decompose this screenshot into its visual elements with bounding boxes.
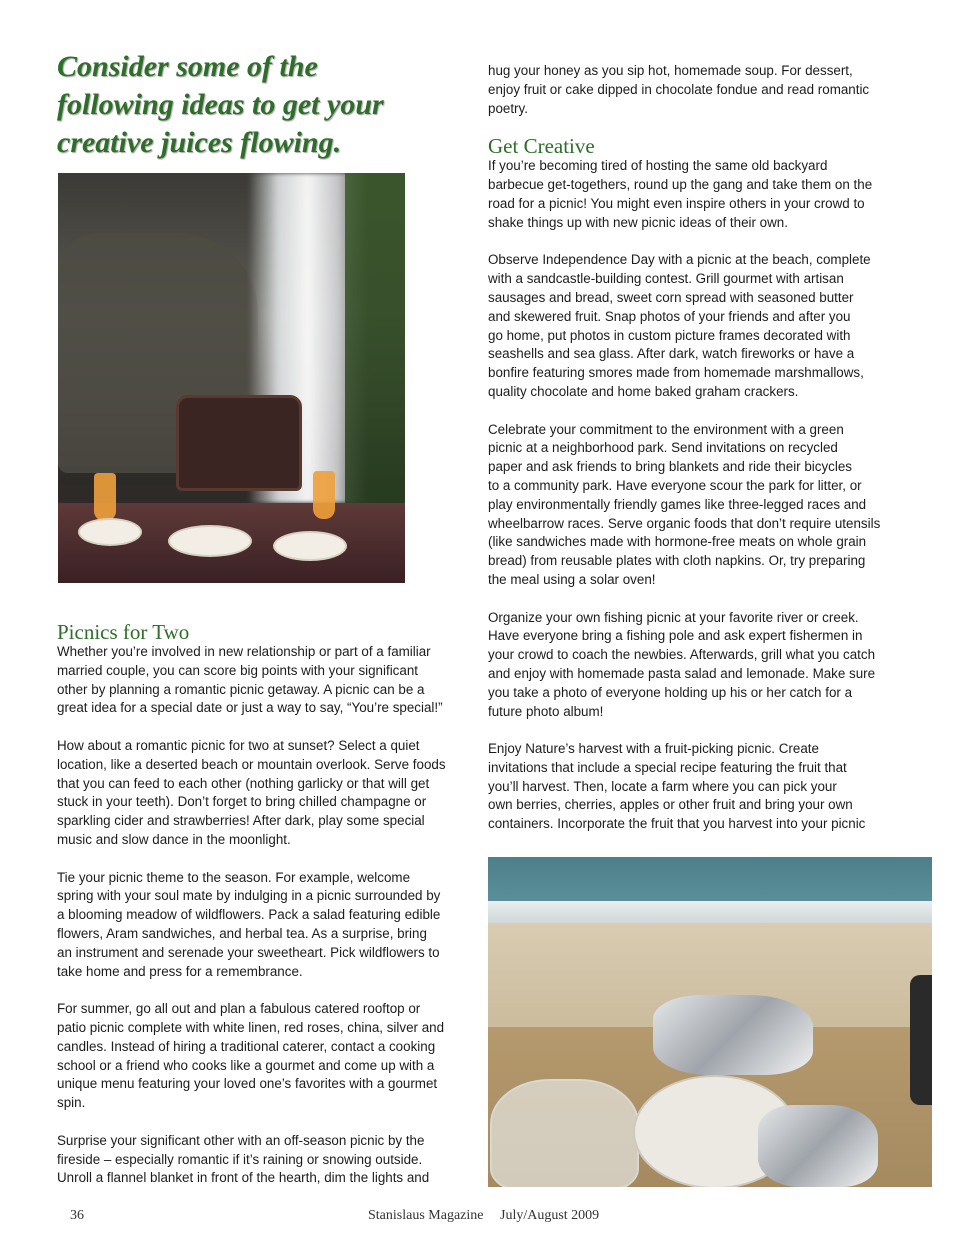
left-paragraphs xyxy=(57,643,457,1188)
text-line: own berries, cherries, apples or other fruit and bring your own xyxy=(488,797,853,813)
picnic-basket-shape xyxy=(176,395,302,491)
text-line: paper and ask friends to bring blankets and ride their bicycles xyxy=(488,459,852,475)
paragraph-gap xyxy=(57,1113,457,1132)
text-line: the meal using a solar oven! xyxy=(488,571,656,587)
text-line: other by planning a romantic picnic getaway. A picnic can be a xyxy=(57,681,425,697)
text-line: school or a friend who cooks like a gourmet and come up with a xyxy=(57,1057,435,1073)
text-line: seashells and sea glass. After dark, watch fireworks or have a xyxy=(488,346,855,362)
text-line: bread) from reusable plates with cloth napkins. Or, try preparing xyxy=(488,553,866,569)
intro-line-1: Consider some of the xyxy=(57,50,318,83)
issue-date: July/August 2009 xyxy=(500,1208,600,1223)
foil-wrap-shape xyxy=(653,995,813,1075)
juice-glass-shape xyxy=(313,471,335,519)
plate-shape xyxy=(78,518,142,546)
text-line: barbecue get-togethers, round up the gang and take them on the xyxy=(488,177,873,193)
text-line: shake things up with new picnic ideas of their own. xyxy=(488,214,788,230)
wave-shape xyxy=(488,901,932,923)
intro-line-2: following ideas to get your xyxy=(57,88,384,121)
text-line: If you’re becoming tired of hosting the same old backyard xyxy=(488,158,828,174)
text-line: Have everyone bring a fishing pole and ask expert fishermen in xyxy=(488,628,863,644)
text-line: with a sandcastle-building contest. Grill gourmet with artisan xyxy=(488,271,844,287)
text-line: future photo album! xyxy=(488,703,604,719)
paragraph-gap xyxy=(488,402,908,421)
text-line: unique menu featuring your loved one’s favorites with a gourmet xyxy=(57,1076,438,1092)
text-line: invitations that include a special recipe featuring the fruit that xyxy=(488,759,847,775)
text-line: music and slow dance in the moonlight. xyxy=(57,831,291,847)
continued-paragraph xyxy=(488,62,908,118)
text-line: and enjoy with homemade pasta salad and lemonade. Make sure xyxy=(488,665,876,681)
intro-line-3: creative juices flowing. xyxy=(57,126,342,159)
text-line: spin. xyxy=(57,1095,86,1111)
text-line: containers. Incorporate the fruit that you harvest into your picnic xyxy=(488,816,866,832)
paragraph-gap xyxy=(57,718,457,737)
plate-shape xyxy=(168,525,252,557)
waterfall-picnic-photo xyxy=(58,173,405,583)
text-line: Observe Independence Day with a picnic at the beach, complete xyxy=(488,252,871,268)
text-line: take home and press for a remembrance. xyxy=(57,963,303,979)
text-line: patio picnic complete with white linen, red roses, china, silver and xyxy=(57,1019,445,1035)
text-line: Enjoy Nature’s harvest with a fruit-picking picnic. Create xyxy=(488,741,819,757)
foil-wrap-shape xyxy=(758,1105,878,1187)
paragraph-gap xyxy=(488,233,908,252)
paragraph-gap xyxy=(57,981,457,1000)
text-line: poetry. xyxy=(488,100,528,116)
text-line: Whether you’re involved in new relationship or part of a familiar xyxy=(57,644,431,659)
text-line: wheelbarrow races. Serve organic foods that don’t require utensils xyxy=(488,515,881,531)
paragraph-gap xyxy=(488,590,908,609)
text-line: bonfire featuring smores made from homemade marshmallows, xyxy=(488,365,864,381)
text-line: that you can feed to each other (nothing garlicky or that will get xyxy=(57,775,430,791)
body-paragraph xyxy=(488,609,908,722)
text-line: How about a romantic picnic for two at sunset? Select a quiet xyxy=(57,737,420,753)
magazine-name: Stanislaus Magazine xyxy=(368,1208,484,1223)
text-line: hug your honey as you sip hot, homemade soup. For dessert, xyxy=(488,63,853,78)
text-line: you’ll harvest. Then, locate a farm where you can pick your xyxy=(488,778,837,794)
body-paragraph xyxy=(57,1000,457,1113)
section-heading-picnics-for-two: Picnics for Two xyxy=(57,620,190,644)
beach-picnic-photo xyxy=(488,857,932,1187)
paragraph-gap xyxy=(57,850,457,869)
paragraph-gap xyxy=(488,721,908,740)
text-line: For summer, go all out and plan a fabulous catered rooftop or xyxy=(57,1001,421,1017)
text-line: location, like a deserted beach or mountain overlook. Serve foods xyxy=(57,756,446,772)
body-paragraph xyxy=(488,251,908,401)
text-line: flowers, Aram sandwiches, and herbal tea. As a surprise, bring xyxy=(57,925,427,941)
body-paragraph xyxy=(57,737,457,850)
section-heading-get-creative: Get Creative xyxy=(488,134,595,159)
text-line: Tie your picnic theme to the season. For example, welcome xyxy=(57,869,411,885)
text-line: Celebrate your commitment to the environment with a green xyxy=(488,421,844,437)
text-line: to a community park. Have everyone scour the park for litter, or xyxy=(488,477,862,493)
text-line: sausages and bread, sweet corn spread with seasoned butter xyxy=(488,289,854,305)
bowl-shape xyxy=(490,1079,639,1187)
page-number: 36 xyxy=(70,1208,84,1223)
text-line: married couple, you can score big points with your significant xyxy=(57,662,418,678)
text-line: candles. Instead of hiring a traditional caterer, contact a cooking xyxy=(57,1038,436,1054)
right-paragraphs xyxy=(488,157,908,834)
text-line: enjoy fruit or cake dipped in chocolate fondue and read romantic xyxy=(488,81,870,97)
text-line: Organize your own fishing picnic at your favorite river or creek. xyxy=(488,609,859,625)
text-line: (like sandwiches made with hormone-free meats on whole grain xyxy=(488,534,867,550)
text-line: Unroll a flannel blanket in front of the hearth, dim the lights and xyxy=(57,1170,430,1186)
text-line: play environmentally friendly games like three-legged races and xyxy=(488,496,867,512)
plate-shape xyxy=(273,531,347,561)
right-column xyxy=(488,62,908,834)
text-line: picnic at a neighborhood park. Send invitations on recycled xyxy=(488,440,838,456)
text-line: and skewered fruit. Snap photos of your friends and after you xyxy=(488,308,851,324)
text-line: a blooming meadow of wildflowers. Pack a salad featuring edible xyxy=(57,907,441,923)
left-column xyxy=(57,621,457,1188)
juice-glass-shape xyxy=(94,473,116,521)
text-line: your crowd to coach the newbies. Afterwards, grill what you catch xyxy=(488,647,876,663)
text-line: go home, put photos in custom picture frames decorated with xyxy=(488,327,851,343)
body-paragraph xyxy=(57,1132,457,1188)
body-paragraph xyxy=(57,643,457,718)
text-line: road for a picnic! You might even inspire others in your crowd to xyxy=(488,195,865,211)
bag-shape xyxy=(910,975,932,1105)
body-paragraph xyxy=(488,421,908,590)
intro-heading xyxy=(57,48,457,162)
body-paragraph xyxy=(488,740,908,834)
body-paragraph xyxy=(488,157,908,232)
text-line: great idea for a special date or just a way to say, “You’re special!” xyxy=(57,700,443,716)
text-line: you take a photo of everyone holding up his or her catch for a xyxy=(488,684,853,700)
text-line: stuck in your teeth). Don’t forget to bring chilled champagne or xyxy=(57,794,427,810)
text-line: quality chocolate and home baked graham crackers. xyxy=(488,383,799,399)
text-line: Surprise your significant other with an off-season picnic by the xyxy=(57,1132,425,1148)
text-line: sparkling cider and strawberries! After dark, play some special xyxy=(57,813,425,829)
text-line: fireside – especially romantic if it’s raining or snowing outside. xyxy=(57,1151,423,1167)
text-line: spring with your soul mate by indulging in a picnic surrounded by xyxy=(57,888,441,904)
body-paragraph xyxy=(57,869,457,982)
text-line: an instrument and serenade your sweetheart. Pick wildflowers to xyxy=(57,944,440,960)
